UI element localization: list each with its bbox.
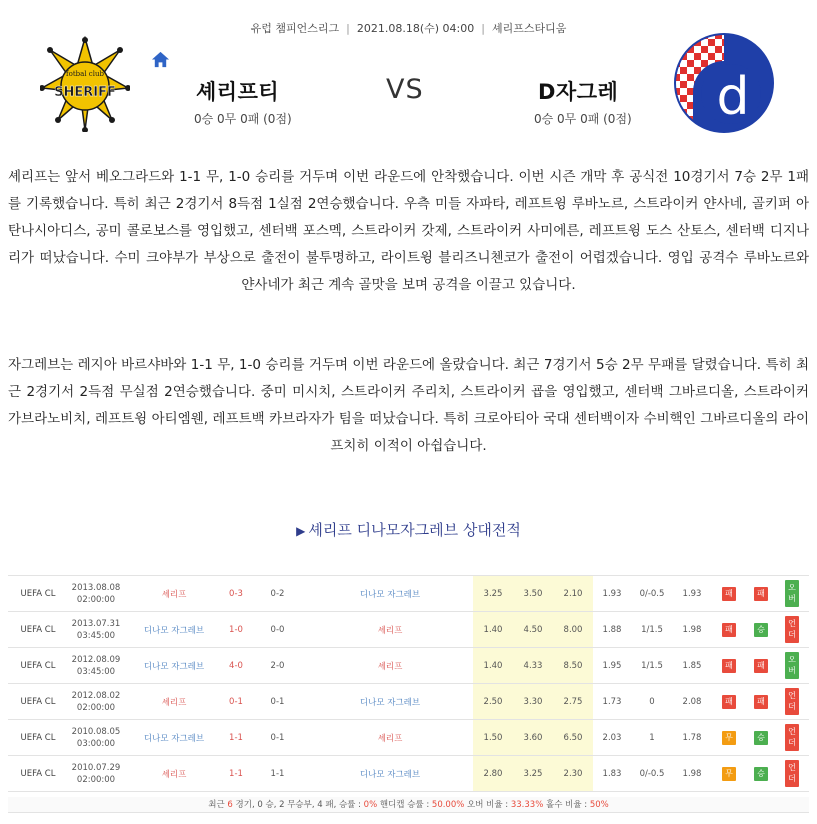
odds-home-cell: 1.40 xyxy=(473,612,513,648)
summary-hc-label: 핸디캡 승률 : xyxy=(379,800,430,810)
handicap-away-cell: 1.93 xyxy=(673,576,711,612)
overunder-badge-cell xyxy=(775,720,809,756)
table-row xyxy=(8,684,809,720)
match-date: 2010.07.29 xyxy=(71,762,121,773)
match-date: 2013.08.08 xyxy=(71,582,121,593)
table-row xyxy=(8,720,809,756)
h2h-table xyxy=(8,575,809,792)
handicap-result-badge-cell xyxy=(747,612,775,648)
date-cell xyxy=(68,720,124,756)
summary-odd-label: 홀수 비율 : xyxy=(545,800,588,810)
result-badge-cell xyxy=(711,756,747,792)
summary-hc-rate: 50.00% xyxy=(431,800,465,810)
away-team-logo xyxy=(673,32,775,134)
triangle-right-icon: ▶ xyxy=(296,524,306,538)
handicap-result-badge-cell xyxy=(747,756,775,792)
home-team-cell[interactable]: 셰리프 xyxy=(124,756,224,792)
fulltime-score-cell: 1-0 xyxy=(224,612,248,648)
result-badge: 패 xyxy=(754,659,768,673)
result-badge: 무 xyxy=(722,731,736,745)
overunder-badge-cell xyxy=(775,684,809,720)
handicap-home-cell: 1.73 xyxy=(593,684,631,720)
match-datetime: 2021.08.18(수) 04:00 xyxy=(356,22,475,35)
date-cell xyxy=(68,756,124,792)
table-row xyxy=(8,648,809,684)
handicap-home-cell: 2.03 xyxy=(593,720,631,756)
odds-away-cell: 2.10 xyxy=(553,576,593,612)
date-cell xyxy=(68,648,124,684)
match-time: 02:00:00 xyxy=(76,702,116,713)
match-time: 03:45:00 xyxy=(76,630,116,641)
h2h-title-text: 셰리프 디나모자그레브 상대전적 xyxy=(308,521,521,539)
date-cell xyxy=(68,612,124,648)
handicap-result-badge-cell xyxy=(747,720,775,756)
away-team-cell[interactable]: 디나모 자그레브 xyxy=(307,756,473,792)
handicap-line-cell: 1 xyxy=(631,720,673,756)
date-cell xyxy=(68,576,124,612)
summary-win-rate: 0% xyxy=(363,800,378,810)
summary-record: 경기, 0 승, 2 무승부, 4 패, 승률 : xyxy=(235,800,361,810)
h2h-summary xyxy=(8,797,809,813)
result-badge-cell xyxy=(711,720,747,756)
league-cell: UEFA CL xyxy=(8,612,68,648)
away-team-cell[interactable]: 셰리프 xyxy=(307,648,473,684)
halftime-score-cell: 0-2 xyxy=(248,576,307,612)
handicap-home-cell: 1.95 xyxy=(593,648,631,684)
handicap-away-cell: 1.98 xyxy=(673,612,711,648)
home-team-cell[interactable]: 셰리프 xyxy=(124,576,224,612)
overunder-badge-cell xyxy=(775,648,809,684)
handicap-line-cell: 0 xyxy=(631,684,673,720)
table-row xyxy=(8,756,809,792)
result-badge-cell xyxy=(711,612,747,648)
home-team-name: 셰리프티 xyxy=(196,80,280,104)
summary-odd-rate: 50% xyxy=(589,800,609,810)
result-badge: 언더 xyxy=(785,760,799,787)
odds-home-cell: 3.25 xyxy=(473,576,513,612)
overunder-badge-cell xyxy=(775,612,809,648)
odds-home-cell: 2.80 xyxy=(473,756,513,792)
result-badge: 패 xyxy=(722,587,736,601)
away-team-preview: 자그레브는 레지아 바르샤바와 1-1 무, 1-0 승리를 거두며 이번 라운드에 올랐습니다. 최근 7경기서 5승 2무 무패를 달렸습니다. 특히 최근 2경기서 2득점 무실점 2연승했습니다. 중미 미시치, 스트라이커 주리치, 스트라이커 굡을 영입했고, 센터백 그바르디올, 스트라이커 가브라노비치, 레프트윙 아티엠웬, 레프트백 카브라자가 팀을 떠났습니다. 특히 크로아티아 국대 센터백이자 수비핵인 그바르디올의 라이프치히 이적이 아쉽습니다. xyxy=(8,357,809,454)
svg-text:SHERIFF: SHERIFF xyxy=(54,85,116,100)
result-badge-cell xyxy=(711,576,747,612)
league-cell: UEFA CL xyxy=(8,684,68,720)
result-badge: 무 xyxy=(722,767,736,781)
halftime-score-cell: 1-1 xyxy=(248,756,307,792)
fulltime-score-cell: 1-1 xyxy=(224,756,248,792)
home-icon[interactable] xyxy=(151,50,170,69)
table-row xyxy=(8,576,809,612)
result-badge: 언더 xyxy=(785,688,799,715)
odds-away-cell: 8.50 xyxy=(553,648,593,684)
handicap-line-cell: 0/-0.5 xyxy=(631,756,673,792)
home-team-cell[interactable]: 셰리프 xyxy=(124,684,224,720)
home-team-logo xyxy=(40,36,130,132)
halftime-score-cell: 0-0 xyxy=(248,612,307,648)
result-badge: 승 xyxy=(754,767,768,781)
result-badge: 승 xyxy=(754,623,768,637)
halftime-score-cell: 2-0 xyxy=(248,648,307,684)
odds-draw-cell: 4.50 xyxy=(513,612,553,648)
away-team-cell[interactable]: 셰리프 xyxy=(307,720,473,756)
odds-away-cell: 2.75 xyxy=(553,684,593,720)
league-cell: UEFA CL xyxy=(8,720,68,756)
result-badge: 승 xyxy=(754,731,768,745)
handicap-line-cell: 0/-0.5 xyxy=(631,576,673,612)
league-cell: UEFA CL xyxy=(8,648,68,684)
fulltime-score-cell: 0-3 xyxy=(224,576,248,612)
result-badge: 패 xyxy=(722,695,736,709)
handicap-away-cell: 2.08 xyxy=(673,684,711,720)
handicap-home-cell: 1.93 xyxy=(593,576,631,612)
match-date: 2010.08.05 xyxy=(71,726,121,737)
away-team-cell[interactable]: 디나모 자그레브 xyxy=(307,684,473,720)
result-badge: 오버 xyxy=(785,652,799,679)
svg-text:d: d xyxy=(716,67,750,127)
halftime-score-cell: 0-1 xyxy=(248,720,307,756)
summary-over-label: 오버 비율 : xyxy=(467,800,509,810)
date-cell xyxy=(68,684,124,720)
result-badge: 언더 xyxy=(785,724,799,751)
match-time: 03:45:00 xyxy=(76,666,116,677)
result-badge: 패 xyxy=(722,659,736,673)
away-team-cell[interactable]: 셰리프 xyxy=(307,612,473,648)
league-cell: UEFA CL xyxy=(8,576,68,612)
odds-draw-cell: 3.50 xyxy=(513,576,553,612)
match-date: 2012.08.02 xyxy=(71,690,121,701)
svg-text:fotbal club: fotbal club xyxy=(66,70,104,78)
odds-away-cell: 8.00 xyxy=(553,612,593,648)
vs-label: VS xyxy=(386,74,424,105)
summary-games: 6 xyxy=(227,800,233,810)
handicap-away-cell: 1.85 xyxy=(673,648,711,684)
match-date: 2012.08.09 xyxy=(71,654,121,665)
result-badge-cell xyxy=(711,648,747,684)
handicap-home-cell: 1.88 xyxy=(593,612,631,648)
summary-prefix: 최근 xyxy=(208,800,225,810)
away-team-name: D자그레 xyxy=(538,80,619,104)
match-time: 02:00:00 xyxy=(76,594,116,605)
odds-draw-cell: 3.25 xyxy=(513,756,553,792)
overunder-badge-cell xyxy=(775,756,809,792)
competition-name: 유럽 챔피언스리그 xyxy=(250,22,340,35)
odds-home-cell: 2.50 xyxy=(473,684,513,720)
handicap-away-cell: 1.98 xyxy=(673,756,711,792)
table-row xyxy=(8,612,809,648)
odds-draw-cell: 4.33 xyxy=(513,648,553,684)
away-team-cell[interactable]: 디나모 자그레브 xyxy=(307,576,473,612)
handicap-line-cell: 1/1.5 xyxy=(631,648,673,684)
result-badge-cell xyxy=(711,684,747,720)
odds-home-cell: 1.50 xyxy=(473,720,513,756)
venue-name: 셰리프스타디움 xyxy=(491,22,567,35)
match-date: 2013.07.31 xyxy=(71,618,121,629)
result-badge: 패 xyxy=(722,623,736,637)
handicap-line-cell: 1/1.5 xyxy=(631,612,673,648)
odds-away-cell: 2.30 xyxy=(553,756,593,792)
away-team-record: 0승 0무 0패 (0점) xyxy=(534,112,632,126)
league-cell: UEFA CL xyxy=(8,756,68,792)
h2h-section-title xyxy=(0,519,817,540)
odds-home-cell: 1.40 xyxy=(473,648,513,684)
home-team-cell[interactable]: 디나모 자그레브 xyxy=(124,612,224,648)
home-team-cell[interactable]: 디나모 자그레브 xyxy=(124,720,224,756)
result-badge: 패 xyxy=(754,587,768,601)
home-team-record: 0승 0무 0패 (0점) xyxy=(194,112,292,126)
home-team-preview: 셰리프는 앞서 베오그라드와 1-1 무, 1-0 승리를 거두며 이번 라운드에 안착했습니다. 이번 시즌 개막 후 공식전 10경기서 7승 2무 1패를 기록했습니다. 특히 최근 2경기서 8득점 1실점 2연승했습니다. 우측 미들 자파타, 레프트윙 루바노르, 스트라이커 얀사네, 골키퍼 아탄나시아디스, 공미 콜로보스를 영입했고, 센터백 포스멕, 스트라이커 갓제, 스트라이커 사미에른, 레프트윙 도스 산토스, 센터백 디지나리가 떠났습니다. 수미 크야부가 부상으로 출전이 불투명하고, 라이트윙 블리즈니첸코가 출전이 어렵겠습니다. 영입 공격수 루바노르와 얀사네가 최근 계속 골맛을 보며 공격을 이끌고 있습니다. xyxy=(8,169,809,293)
result-badge: 패 xyxy=(754,695,768,709)
halftime-score-cell: 0-1 xyxy=(248,684,307,720)
handicap-result-badge-cell xyxy=(747,576,775,612)
overunder-badge-cell xyxy=(775,576,809,612)
handicap-result-badge-cell xyxy=(747,684,775,720)
odds-away-cell: 6.50 xyxy=(553,720,593,756)
summary-over-rate: 33.33% xyxy=(510,800,544,810)
fulltime-score-cell: 1-1 xyxy=(224,720,248,756)
handicap-away-cell: 1.78 xyxy=(673,720,711,756)
match-meta: 유럽 챔피언스리그 | 2021.08.18(수) 04:00 | 셰리프스타디움 xyxy=(250,22,567,35)
handicap-home-cell: 1.83 xyxy=(593,756,631,792)
odds-draw-cell: 3.60 xyxy=(513,720,553,756)
result-badge: 오버 xyxy=(785,580,799,607)
home-team-cell[interactable]: 디나모 자그레브 xyxy=(124,648,224,684)
result-badge: 언더 xyxy=(785,616,799,643)
match-time: 03:00:00 xyxy=(76,738,116,749)
fulltime-score-cell: 0-1 xyxy=(224,684,248,720)
handicap-result-badge-cell xyxy=(747,648,775,684)
fulltime-score-cell: 4-0 xyxy=(224,648,248,684)
odds-draw-cell: 3.30 xyxy=(513,684,553,720)
match-time: 02:00:00 xyxy=(76,774,116,785)
